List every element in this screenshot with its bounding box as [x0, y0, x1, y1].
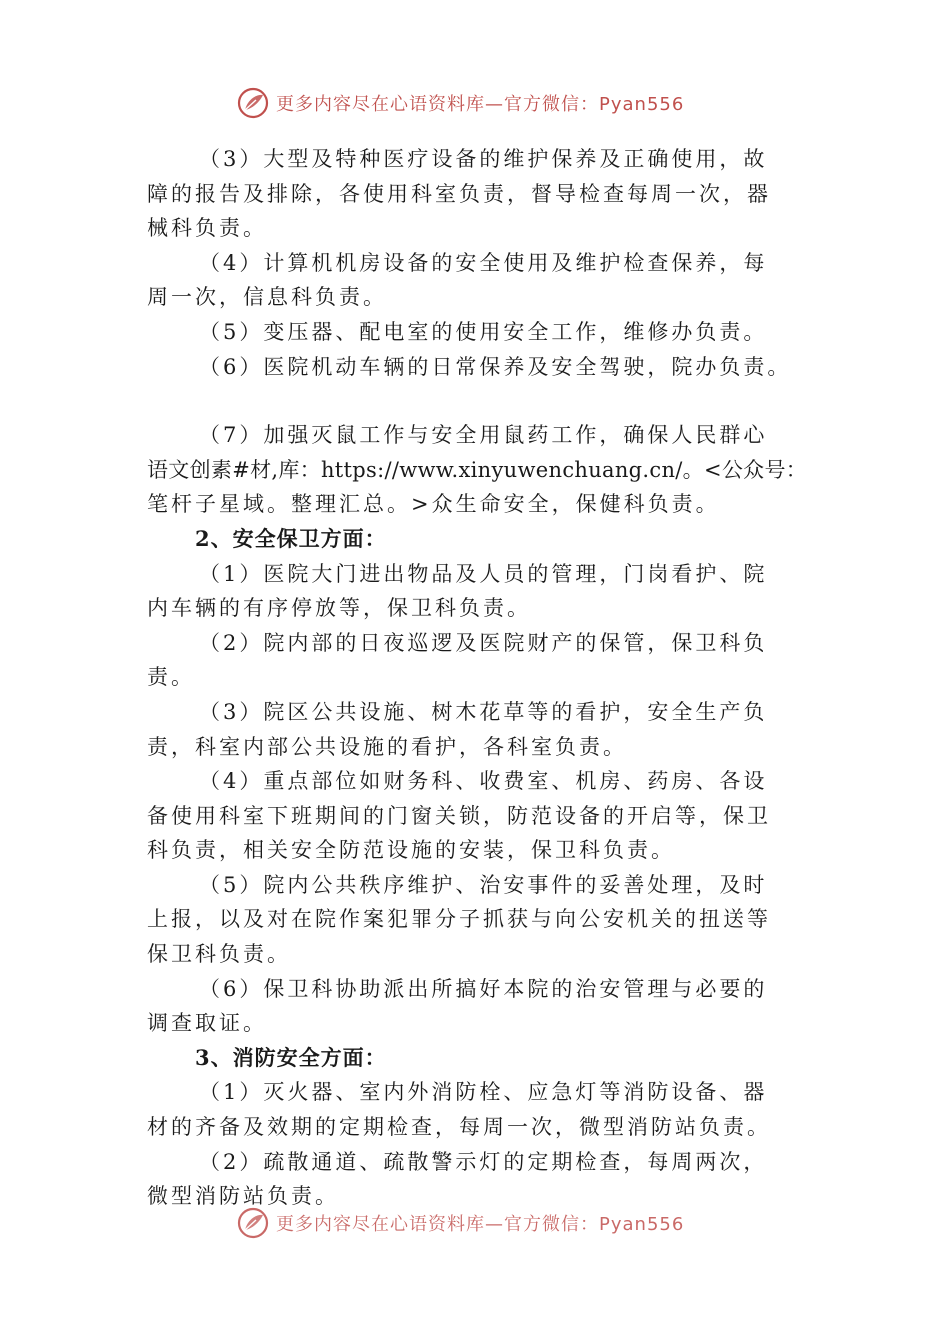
paragraph-line: 备使用科室下班期间的门窗关锁，防范设备的开启等，保卫 [147, 803, 771, 828]
paragraph-line: （7）加强灭鼠工作与安全用鼠药工作，确保人民群心 [199, 423, 768, 448]
paragraph-line: 责。 [147, 665, 195, 690]
paragraph-line: 周一次，信息科负责。 [147, 285, 387, 310]
paragraph-line: 微型消防站负责。 [147, 1184, 339, 1209]
paragraph-line: 保卫科负责。 [147, 942, 291, 967]
leaf-logo-icon [236, 1206, 270, 1240]
paragraph-line: 笔杆子星域。整理汇总。>众生命安全，保健科负责。 [147, 492, 720, 517]
paragraph-line: （1）医院大门进出物品及人员的管理，门岗看护、院 [199, 561, 768, 586]
section-heading-fire-safety: 3、消防安全方面： [195, 1044, 387, 1070]
paragraph-line: （6）保卫科协助派出所搞好本院的治安管理与必要的 [199, 976, 768, 1001]
watermark-text: 更多内容尽在心语资料库—官方微信：Pyan556 [276, 94, 685, 115]
watermark-text: 更多内容尽在心语资料库—官方微信：Pyan556 [276, 1214, 685, 1235]
paragraph-line: （1）灭火器、室内外消防栓、应急灯等消防设备、器 [199, 1080, 768, 1105]
paragraph-line: （3）大型及特种医疗设备的维护保养及正确使用，故 [199, 147, 768, 171]
paragraph-line: （4）重点部位如财务科、收费室、机房、药房、各设 [199, 769, 768, 794]
paragraph-line: 障的报告及排除，各使用科室负责，督导检查每周一次，器 [147, 181, 771, 206]
paragraph-line: （3）院区公共设施、树木花草等的看护，安全生产负 [199, 699, 768, 724]
paragraph-gap [147, 384, 812, 418]
paragraph-line: （4）计算机机房设备的安全使用及维护检查保养，每 [199, 250, 768, 275]
section-heading-security: 2、安全保卫方面： [195, 525, 387, 551]
paragraph-line: 科负责，相关安全防范设施的安装，保卫科负责。 [147, 838, 675, 863]
paragraph-line: （2）疏散通道、疏散警示灯的定期检查，每周两次， [199, 1149, 768, 1174]
footer-watermark [236, 1206, 736, 1240]
paragraph-line: 械科负责。 [147, 216, 267, 241]
paragraph-line: （2）院内部的日夜巡逻及医院财产的保管，保卫科负 [199, 630, 768, 655]
paragraph-line: （6）医院机动车辆的日常保养及安全驾驶，院办负责。 [199, 354, 792, 379]
paragraph-line-with-link: 语文创素#材,库：https://www.xinyuwenchuang.cn/。<公众号： [147, 457, 808, 482]
paragraph-line: （5）变压器、配电室的使用安全工作，维修办负责。 [199, 319, 768, 344]
leaf-logo-icon [236, 86, 270, 120]
header-watermark [236, 86, 736, 120]
paragraph-line: 责，科室内部公共设施的看护，各科室负责。 [147, 734, 627, 759]
paragraph-line: 调查取证。 [147, 1011, 267, 1036]
document-body [147, 142, 812, 1214]
paragraph-line: 内车辆的有序停放等，保卫科负责。 [147, 596, 531, 621]
paragraph-line: 材的齐备及效期的定期检查，每周一次，微型消防站负责。 [147, 1115, 771, 1140]
paragraph-line: 上报，以及对在院作案犯罪分子抓获与向公安机关的扭送等 [147, 907, 771, 932]
paragraph-line: （5）院内公共秩序维护、治安事件的妥善处理，及时 [199, 872, 768, 897]
